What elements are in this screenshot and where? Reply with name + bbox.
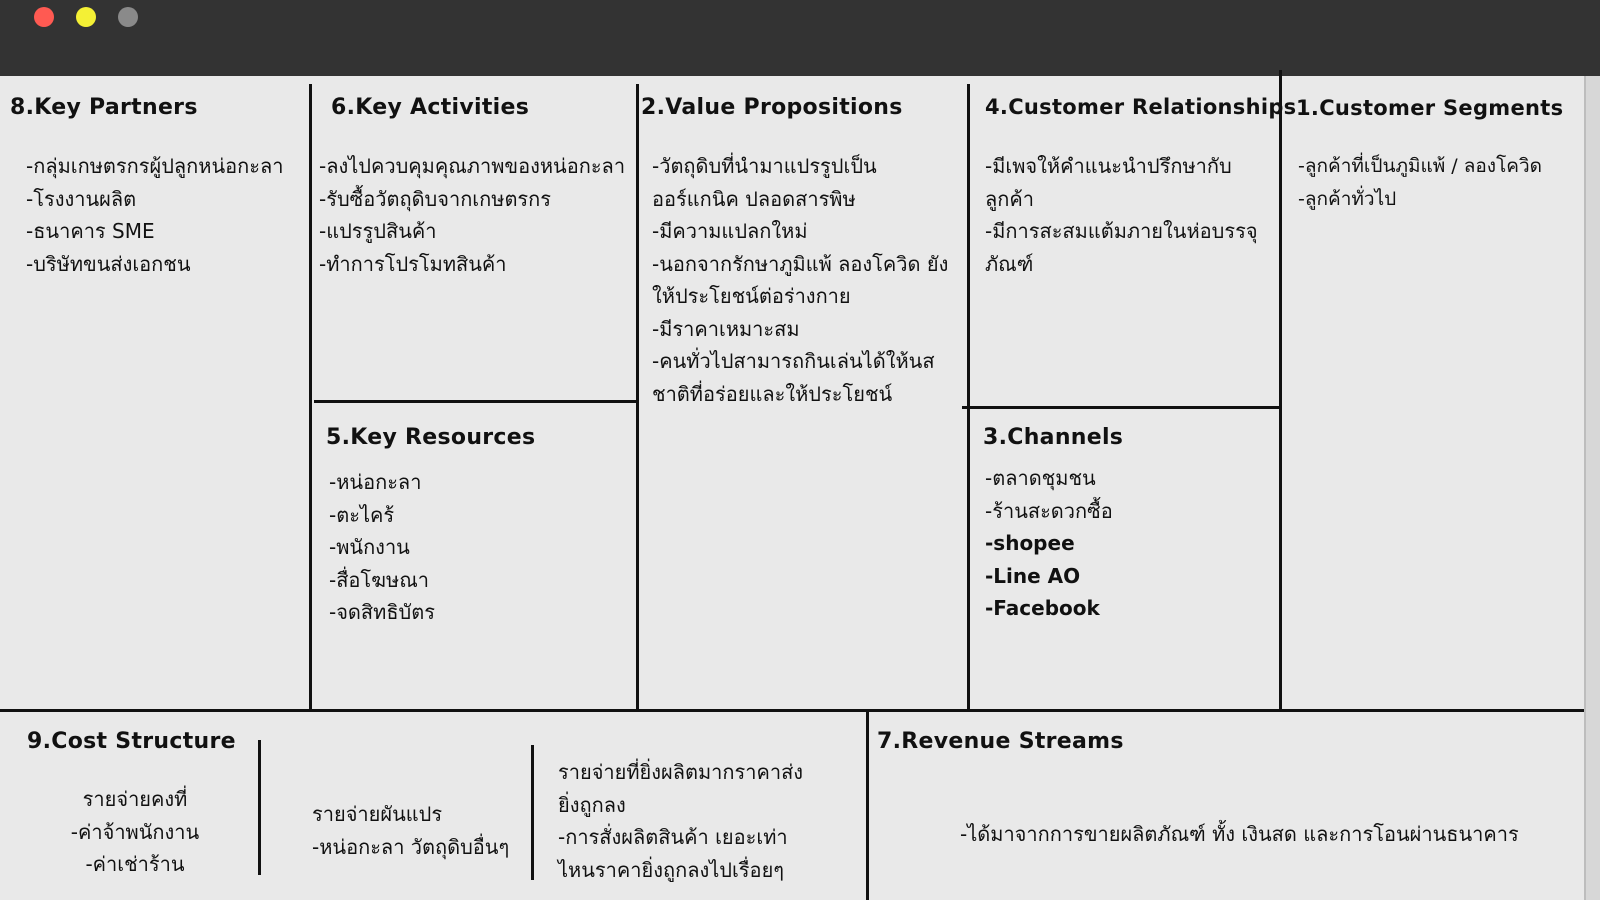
list-item: -มีเพจให้คำแนะนำปรึกษากับ — [985, 154, 1232, 178]
list-item: -ค่าจ้าพนักงาน — [70, 819, 200, 844]
list-item: ชาติที่อร่อยและให้ประโยชน์ — [652, 381, 893, 406]
close-window-button[interactable] — [34, 7, 54, 27]
window-edge — [1584, 76, 1600, 900]
list-item: -ตะไคร้ — [329, 502, 395, 527]
revenue-streams-title: 7.Revenue Streams — [877, 729, 1124, 754]
customer-segments-title: 1.Customer Segments — [1296, 96, 1564, 120]
list-item: -มีการสะสมแต้มภายในห่อบรรจุ — [985, 219, 1258, 243]
list-item: -นอกจากรักษาภูมิแพ้ ลองโควิด ยัง — [652, 251, 949, 276]
list-item: -ค่าเช่าร้าน — [85, 852, 185, 876]
divider-v-value — [967, 84, 970, 711]
variable-costs-list — [312, 798, 509, 863]
list-item: -บริษัทขนส่งเอกชน — [26, 251, 191, 276]
scale-costs-list — [558, 756, 803, 886]
customer-relationships-list — [985, 150, 1258, 280]
minimize-window-button[interactable] — [76, 7, 96, 27]
window-titlebar — [0, 0, 1600, 76]
list-item: -แปรรูปสินค้า — [319, 219, 437, 243]
fixed-costs-list — [40, 783, 230, 881]
list-item: -ธนาคาร SME — [26, 219, 155, 243]
channels-title: 3.Channels — [983, 425, 1124, 450]
list-item: -คนทั่วไปสามารถกินเล่นได้ให้นส — [652, 349, 935, 373]
list-item: -มีความแปลกใหม่ — [652, 219, 808, 243]
list-item: ให้ประโยชน์ต่อร่างกาย — [652, 284, 851, 308]
zoom-window-button[interactable] — [118, 7, 138, 27]
divider-v-relationships — [1279, 70, 1282, 711]
value-propositions-list — [652, 150, 948, 410]
key-partners-list — [26, 150, 283, 280]
list-item: -วัตถุดิบที่นำมาแปรรูปเป็น — [652, 154, 877, 178]
list-item: -กลุ่มเกษตรกรผู้ปลูกหน่อกะลา — [26, 154, 284, 178]
list-item: -ทำการโปรโมทสินค้า — [319, 251, 507, 276]
list-item: -ลงไปควบคุมคุณภาพของหน่อกะลา — [319, 154, 626, 178]
list-item: ยิ่งถูกลง — [558, 792, 626, 817]
key-activities-title: 6.Key Activities — [331, 95, 530, 120]
key-resources-title: 5.Key Resources — [326, 425, 536, 450]
list-item: -หน่อกะลา วัตถุดิบอื่นๆ — [312, 834, 510, 859]
divider-v-cost-revenue — [866, 710, 869, 900]
list-item: ลูกค้า — [985, 186, 1034, 211]
divider-v-partners — [309, 84, 312, 711]
divider-v-activities — [636, 84, 639, 711]
customer-segments-list — [1298, 150, 1542, 215]
list-item: ออร์แกนิค ปลอดสารพิษ — [652, 186, 856, 211]
list-item: -สื่อโฆษณา — [329, 567, 429, 592]
divider-h-activities-resources — [314, 400, 636, 403]
list-item: -หน่อกะลา — [329, 470, 422, 494]
key-activities-list — [319, 150, 625, 280]
list-item: -ตลาดชุมชน — [985, 466, 1096, 490]
list-item: รายจ่ายที่ยิ่งผลิตมากราคาส่ง — [558, 760, 804, 784]
list-item: -shopee — [985, 531, 1075, 555]
list-item: -Facebook — [985, 596, 1100, 620]
channels-list — [985, 462, 1113, 625]
list-item: -ลูกค้าทั่วไป — [1298, 187, 1397, 210]
divider-v-cost-1 — [258, 740, 261, 875]
key-resources-list — [329, 466, 435, 629]
divider-v-cost-2 — [531, 745, 534, 880]
list-item: -ได้มาจากการขายผลิตภัณฑ์ ทั้ง เงินสด และการโอนผ่านธนาคาร — [960, 822, 1519, 846]
list-item: -ลูกค้าที่เป็นภูมิแพ้ / ลองโควิด — [1298, 155, 1543, 177]
list-item: -Line AO — [985, 563, 1081, 588]
list-item: -จดสิทธิบัตร — [329, 600, 435, 624]
revenue-streams-list — [960, 818, 1519, 851]
divider-h-bottom — [0, 709, 1584, 712]
list-item: -ร้านสะดวกซื้อ — [985, 498, 1113, 523]
list-item: รายจ่ายคงที่ — [82, 787, 188, 811]
list-item: ไหนราคายิ่งถูกลงไปเรื่อยๆ — [558, 857, 785, 882]
key-partners-title: 8.Key Partners — [10, 95, 198, 120]
list-item: -มีราคาเหมาะสม — [652, 316, 800, 341]
list-item: -รับซื้อวัตถุดิบจากเกษตรกร — [319, 186, 552, 211]
list-item: รายจ่ายผันแปร — [312, 802, 443, 826]
divider-h-relationships-channels — [962, 406, 1280, 409]
list-item: -พนักงาน — [329, 535, 410, 559]
customer-relationships-title: 4.Customer Relationships — [985, 95, 1297, 119]
list-item: ภัณฑ์ — [985, 251, 1034, 276]
value-propositions-title: 2.Value Propositions — [641, 95, 903, 120]
list-item: -โรงงานผลิต — [26, 186, 137, 211]
list-item: -การสั่งผลิตสินค้า เยอะเท่า — [558, 825, 788, 849]
cost-structure-title: 9.Cost Structure — [27, 729, 236, 754]
